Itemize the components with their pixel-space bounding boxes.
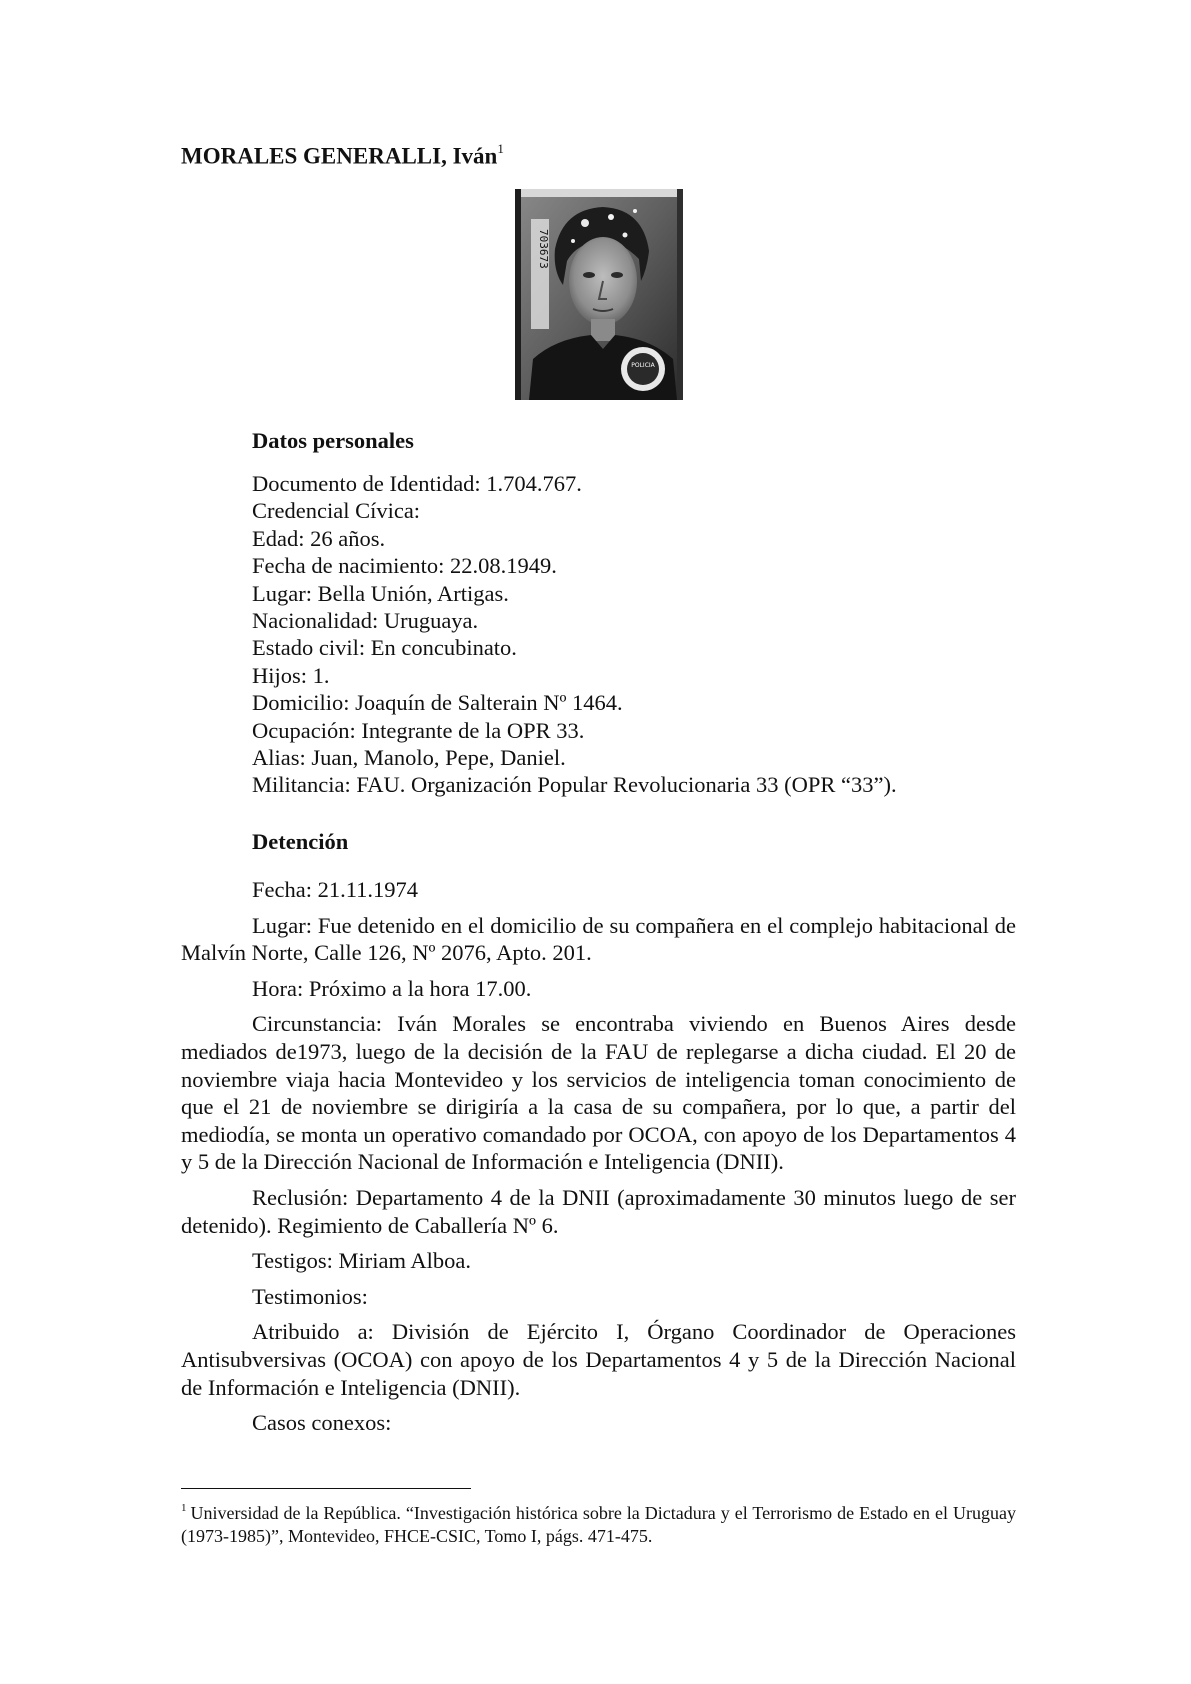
portrait-image xyxy=(515,189,683,400)
personal-data-line: Militancia: FAU. Organización Popular Revolucionaria 33 (OPR “33”). xyxy=(252,772,897,798)
detention-paragraph: Testimonios: xyxy=(252,1283,368,1309)
detention-paragraph: Atribuido a: División de Ejército I, Órgano Coordinador de Operaciones Antisubversivas (OCOA) con apoyo de los Departamentos 4 y 5 de la Dirección Nacional de Información e Inteligencia (DNII). xyxy=(181,1319,1016,1400)
footnote-separator xyxy=(181,1488,471,1489)
footnote-text: Universidad de la República. “Investigación histórica sobre la Dictadura y el Terrorismo de Estado en el Uruguay (1973-1985)”, Montevideo, FHCE-CSIC, Tomo I, págs. 471-475. xyxy=(181,1503,1016,1546)
detention-paragraph: Casos conexos: xyxy=(252,1410,392,1436)
detention-paragraph: Hora: Próximo a la hora 17.00. xyxy=(252,975,532,1001)
personal-data-line: Domicilio: Joaquín de Salterain Nº 1464. xyxy=(252,690,623,716)
section-heading-detention: Detención xyxy=(252,829,349,854)
footnote-reference[interactable]: 1 xyxy=(497,141,504,156)
footnote-number: 1 xyxy=(181,1502,187,1514)
detention-details xyxy=(181,876,1016,1445)
page-title xyxy=(181,143,504,170)
personal-data-line: Credencial Cívica: xyxy=(252,498,421,524)
personal-data-list xyxy=(252,470,897,799)
personal-data-line: Documento de Identidad: 1.704.767. xyxy=(252,471,582,496)
detention-paragraph: Circunstancia: Iván Morales se encontraba viviendo en Buenos Aires desde mediados de1973, luego de la decisión de la FAU de replegarse a dicha ciudad. El 20 de noviembre viaja hacia Montevideo y los servicios de inteligencia toman conocimiento de que el 21 de noviembre se dirigiría a la casa de su compañera, por lo que, a partir del mediodía, se monta un operativo comandado por OCOA, con apoyo de los Departamentos 4 y 5 de la Dirección Nacional de Información e Inteligencia (DNII). xyxy=(181,1011,1016,1175)
person-name: MORALES GENERALLI, Iván xyxy=(181,143,498,169)
personal-data-line: Fecha de nacimiento: 22.08.1949. xyxy=(252,553,557,579)
footnote xyxy=(181,1498,1016,1548)
detention-paragraph: Fecha: 21.11.1974 xyxy=(252,877,419,902)
identification-photo xyxy=(515,189,683,400)
detention-paragraph: Lugar: Fue detenido en el domicilio de su compañera en el complejo habitacional de Malvín Norte, Calle 126, Nº 2076, Apto. 201. xyxy=(181,912,1016,966)
personal-data-line: Alias: Juan, Manolo, Pepe, Daniel. xyxy=(252,745,566,771)
badge-text: POLICIA xyxy=(631,362,655,369)
personal-data-line: Estado civil: En concubinato. xyxy=(252,635,517,661)
id-number-text: 703673 xyxy=(537,229,550,269)
personal-data-line: Lugar: Bella Unión, Artigas. xyxy=(252,580,509,606)
personal-data-line: Nacionalidad: Uruguaya. xyxy=(252,608,479,634)
detention-paragraph: Testigos: Miriam Alboa. xyxy=(252,1248,472,1274)
personal-data-line: Edad: 26 años. xyxy=(252,525,386,551)
detention-paragraph: Reclusión: Departamento 4 de la DNII (aproximadamente 30 minutos luego de ser detenido). Regimiento de Caballería Nº 6. xyxy=(181,1184,1016,1238)
section-heading-personal: Datos personales xyxy=(252,428,414,453)
personal-data-line: Hijos: 1. xyxy=(252,662,330,688)
personal-data-line: Ocupación: Integrante de la OPR 33. xyxy=(252,717,585,743)
